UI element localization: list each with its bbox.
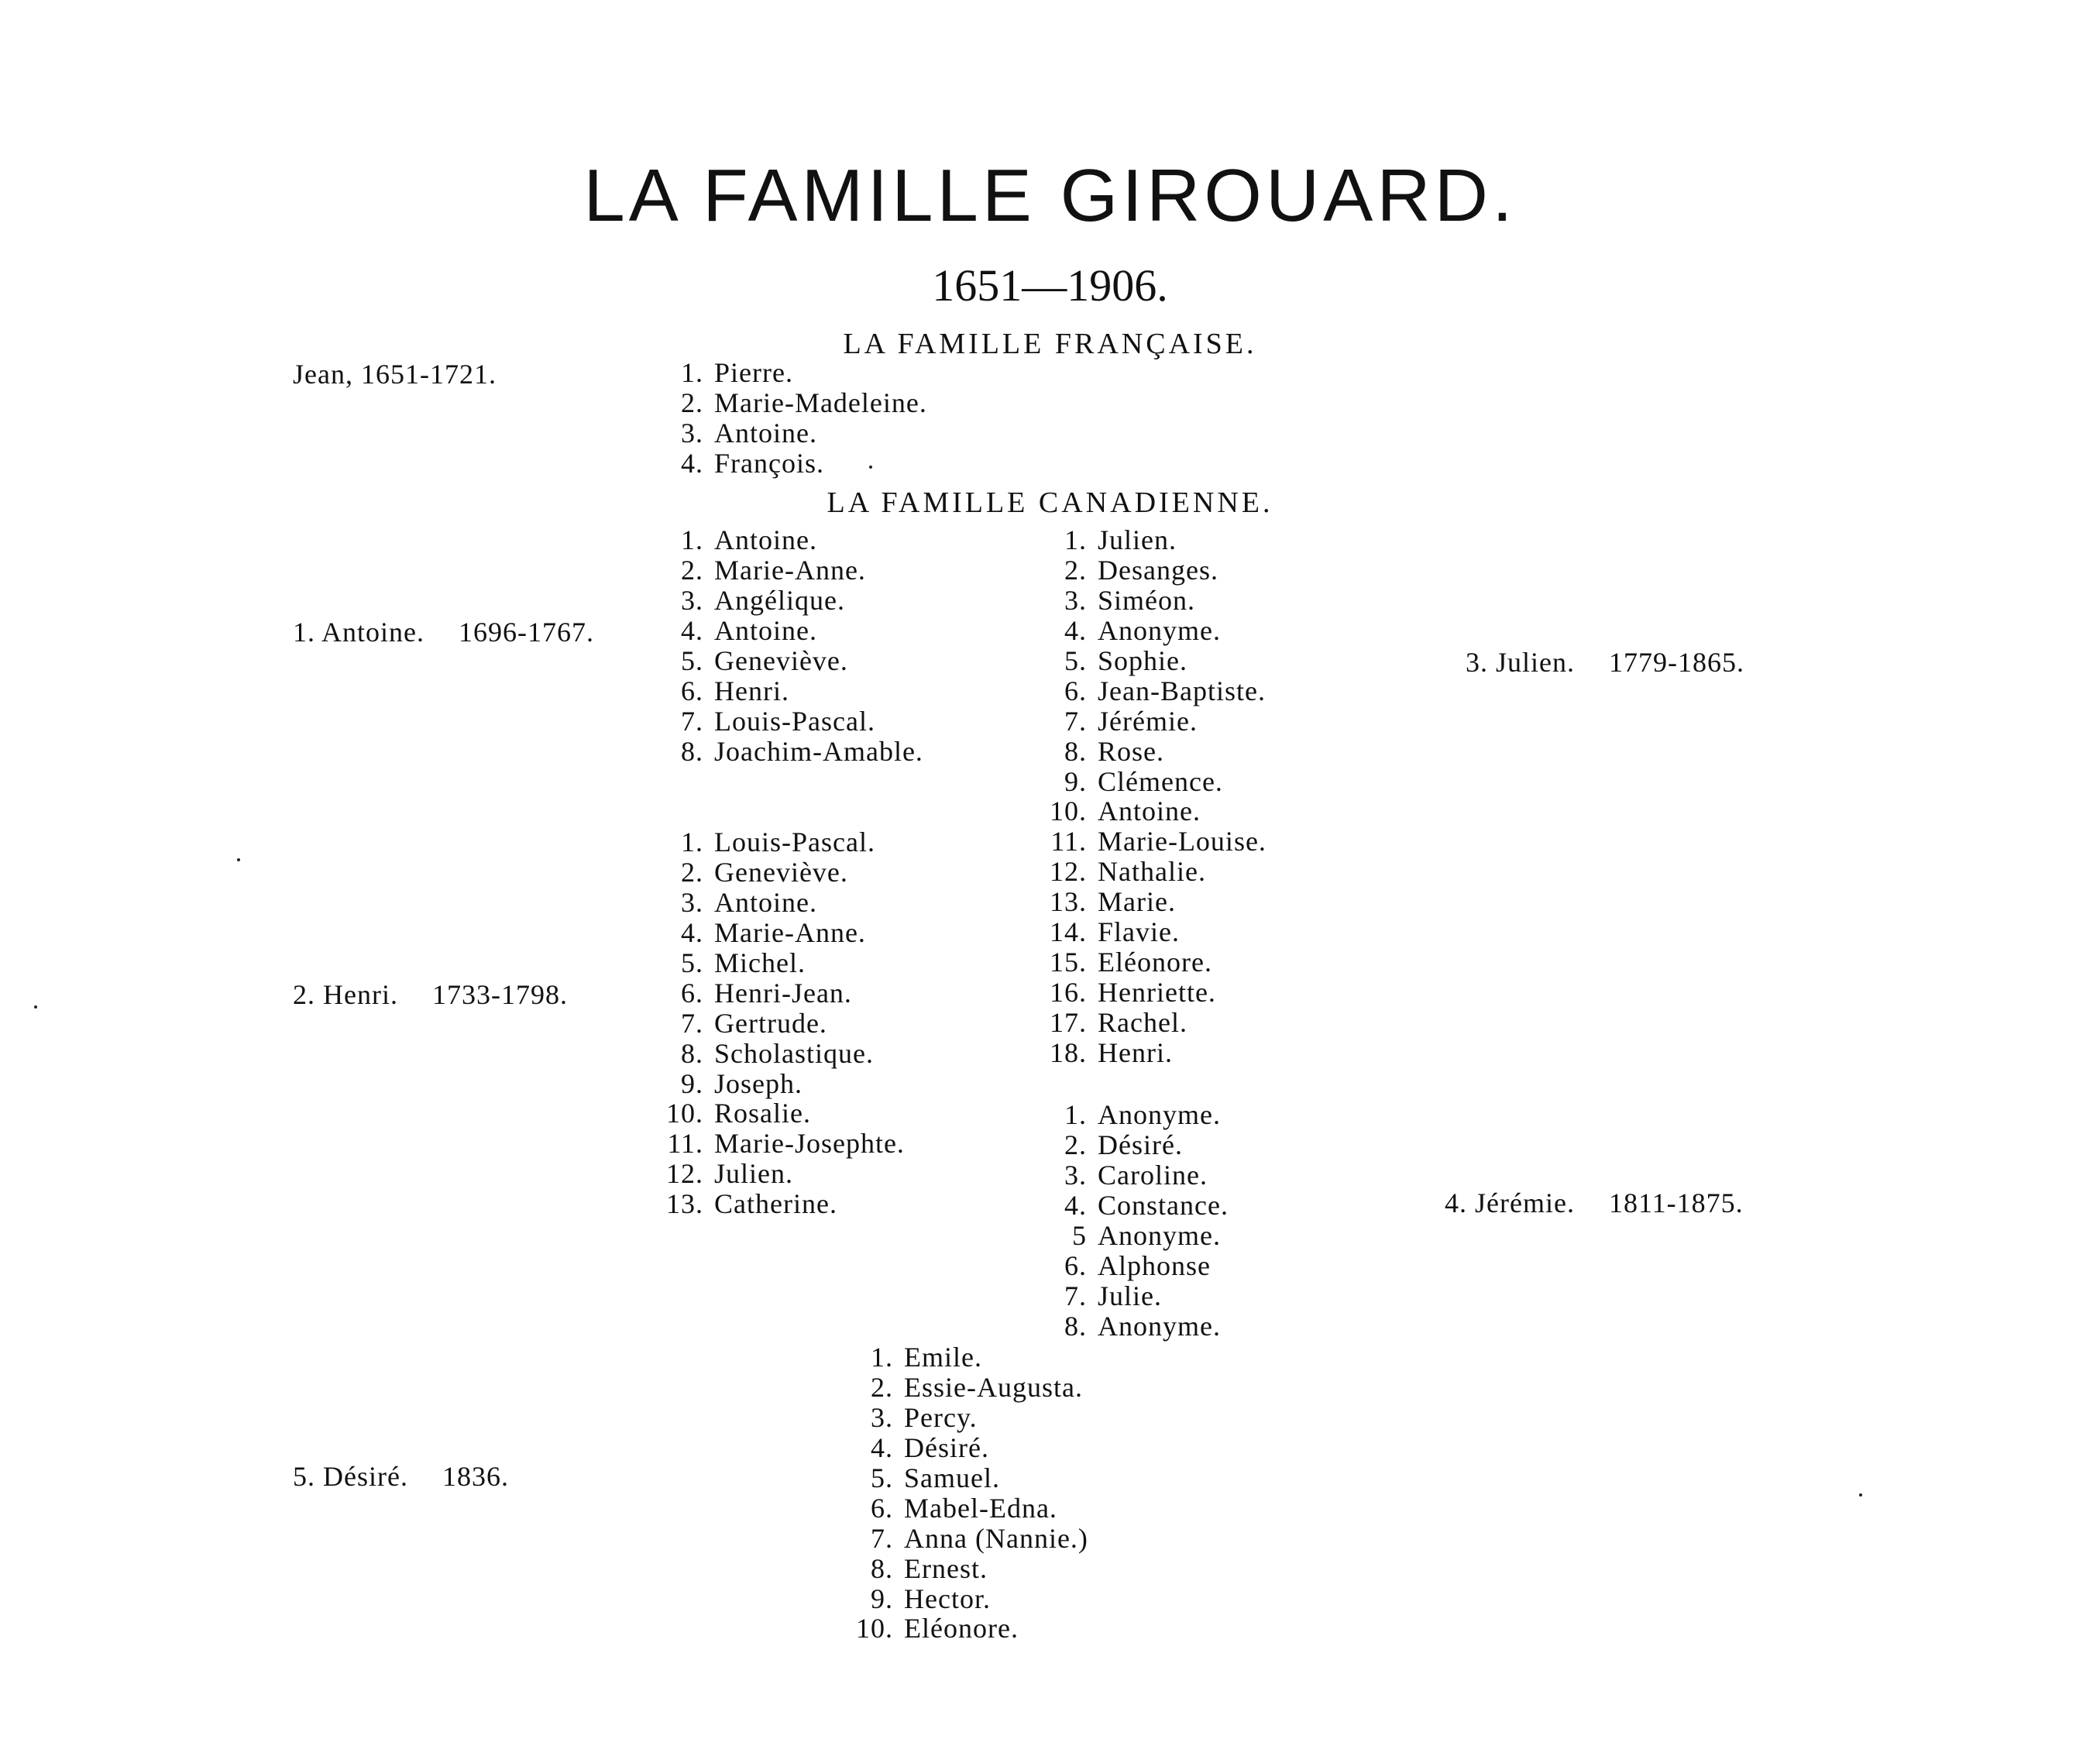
list-item bbox=[848, 1614, 1088, 1644]
list-item bbox=[658, 1129, 905, 1159]
list-item bbox=[1042, 1221, 1229, 1251]
list-item bbox=[1042, 1008, 1267, 1038]
child-name: Marie-Louise. bbox=[1098, 826, 1267, 857]
list-item bbox=[1042, 1160, 1229, 1191]
parent-name: 2. Henri. bbox=[293, 979, 398, 1010]
child-name: Marie. bbox=[1098, 886, 1176, 918]
list-item bbox=[1042, 1251, 1229, 1281]
list-item bbox=[848, 1554, 1088, 1584]
item-number: 5. bbox=[871, 1462, 893, 1493]
speck-mark bbox=[34, 1005, 37, 1009]
parent-jean bbox=[293, 358, 497, 390]
child-name: Marie-Josephte. bbox=[714, 1128, 905, 1160]
child-name: Michel. bbox=[714, 947, 806, 978]
child-name: Constance. bbox=[1098, 1189, 1229, 1221]
list-item bbox=[848, 1342, 1088, 1373]
child-name: Siméon. bbox=[1098, 584, 1196, 616]
item-number: 5. bbox=[681, 947, 703, 978]
child-name: Sophie. bbox=[1098, 644, 1188, 676]
list-item bbox=[1042, 616, 1267, 646]
item-number: 8. bbox=[871, 1552, 893, 1584]
child-name: Eléonore. bbox=[904, 1613, 1019, 1644]
child-name: Antoine. bbox=[714, 524, 817, 555]
child-name: Clémence. bbox=[1098, 765, 1223, 797]
item-number: 4. bbox=[1064, 614, 1087, 646]
child-name: Hector. bbox=[904, 1583, 991, 1614]
parent-julien bbox=[1466, 646, 1744, 679]
child-name: Anna (Nannie.) bbox=[904, 1522, 1088, 1554]
item-number: 12. bbox=[1050, 856, 1087, 888]
child-name: Rachel. bbox=[1098, 1007, 1187, 1038]
list-item bbox=[1042, 737, 1267, 767]
item-number: 3. bbox=[871, 1401, 893, 1433]
list-item bbox=[1042, 917, 1267, 947]
list-item bbox=[658, 1189, 905, 1219]
item-number: 1. bbox=[1064, 1099, 1087, 1130]
item-number: 13. bbox=[666, 1188, 703, 1220]
child-name: Caroline. bbox=[1098, 1159, 1208, 1191]
list-item bbox=[1042, 586, 1267, 616]
child-name: Joseph. bbox=[714, 1067, 803, 1099]
item-number: 7. bbox=[681, 705, 703, 737]
item-number: 4. bbox=[681, 614, 703, 646]
list-item bbox=[658, 918, 905, 948]
item-number: 3. bbox=[681, 886, 703, 918]
child-name: Louis-Pascal. bbox=[714, 827, 875, 857]
child-name: Désiré. bbox=[904, 1431, 989, 1463]
list-item bbox=[1042, 1311, 1229, 1342]
list-item bbox=[1042, 706, 1267, 737]
item-number: 5 bbox=[1072, 1219, 1087, 1251]
item-number: 6. bbox=[681, 675, 703, 706]
item-number: 2. bbox=[871, 1371, 893, 1403]
child-name: Geneviève. bbox=[714, 644, 848, 676]
list-item bbox=[848, 1373, 1088, 1403]
child-name: Geneviève. bbox=[714, 856, 848, 888]
section-heading-canadienne: LA FAMILLE CANADIENNE. bbox=[827, 486, 1273, 519]
item-number: 6. bbox=[1064, 675, 1087, 706]
item-number: 16. bbox=[1050, 977, 1087, 1009]
list-item bbox=[658, 978, 905, 1009]
child-name: Julie. bbox=[1098, 1280, 1162, 1311]
child-name: Joachim-Amable. bbox=[714, 735, 923, 767]
list-item bbox=[1042, 978, 1267, 1008]
children-list-julien bbox=[1042, 525, 1267, 1068]
child-name: Julien. bbox=[714, 1158, 793, 1190]
child-name: Marie-Anne. bbox=[714, 554, 866, 586]
item-number: 1. bbox=[681, 357, 703, 388]
list-item bbox=[658, 857, 905, 888]
item-number: 11. bbox=[1050, 826, 1087, 857]
item-number: 1. bbox=[681, 827, 703, 857]
child-name: Percy. bbox=[904, 1401, 978, 1433]
children-list-desire bbox=[848, 1342, 1088, 1644]
item-number: 6. bbox=[681, 977, 703, 1009]
child-name: Anonyme. bbox=[1098, 1310, 1221, 1342]
parent-dates: 1733-1798. bbox=[431, 979, 568, 1010]
parent-henri bbox=[293, 978, 568, 1011]
list-item bbox=[848, 1403, 1088, 1433]
list-item bbox=[1042, 525, 1267, 555]
item-number: 4. bbox=[681, 447, 703, 479]
list-item bbox=[848, 1463, 1088, 1493]
item-number: 14. bbox=[1050, 916, 1087, 948]
list-item bbox=[658, 948, 905, 978]
item-number: 10. bbox=[1050, 796, 1087, 827]
list-item bbox=[658, 448, 927, 479]
parent-dates: 1836. bbox=[442, 1461, 509, 1492]
item-number: 7. bbox=[1064, 1280, 1087, 1311]
speck-mark bbox=[869, 466, 872, 469]
item-number: 4. bbox=[1064, 1189, 1087, 1221]
list-item bbox=[1042, 947, 1267, 978]
parent-name: 4. Jérémie. bbox=[1445, 1187, 1575, 1218]
list-item bbox=[658, 525, 923, 555]
child-name: Desanges. bbox=[1098, 554, 1218, 586]
child-name: Henri-Jean. bbox=[714, 977, 852, 1009]
item-number: 2. bbox=[681, 554, 703, 586]
item-number: 2. bbox=[681, 856, 703, 888]
list-item bbox=[658, 418, 927, 448]
item-number: 9. bbox=[871, 1583, 893, 1614]
list-item bbox=[658, 555, 923, 586]
parent-name: 5. Désiré. bbox=[293, 1461, 408, 1492]
item-number: 5. bbox=[681, 644, 703, 676]
child-name: Antoine. bbox=[714, 886, 817, 918]
item-number: 8. bbox=[681, 735, 703, 767]
list-item bbox=[658, 1159, 905, 1189]
item-number: 13. bbox=[1050, 886, 1087, 918]
item-number: 7. bbox=[681, 1007, 703, 1039]
list-item bbox=[1042, 767, 1267, 797]
parent-antoine bbox=[293, 616, 594, 648]
list-item bbox=[658, 1069, 905, 1099]
child-name: Rose. bbox=[1098, 735, 1164, 767]
list-item bbox=[1042, 646, 1267, 676]
list-item bbox=[658, 616, 923, 646]
child-name: Anonyme. bbox=[1098, 1099, 1221, 1130]
item-number: 2. bbox=[681, 387, 703, 418]
child-name: Anonyme. bbox=[1098, 614, 1221, 646]
list-item bbox=[1042, 1100, 1229, 1130]
item-number: 5. bbox=[1064, 644, 1087, 676]
child-name: Henri. bbox=[1098, 1036, 1173, 1068]
item-number: 8. bbox=[1064, 735, 1087, 767]
list-item bbox=[658, 358, 927, 388]
child-name: Scholastique. bbox=[714, 1037, 874, 1069]
child-name: Marie-Madeleine. bbox=[714, 387, 927, 418]
child-name: François. bbox=[714, 447, 824, 479]
item-number: 8. bbox=[681, 1037, 703, 1069]
list-item bbox=[848, 1524, 1088, 1554]
child-name: Antoine. bbox=[1098, 796, 1201, 827]
list-item bbox=[658, 646, 923, 676]
child-name: Henri. bbox=[714, 675, 789, 706]
list-item bbox=[1042, 1130, 1229, 1160]
list-item bbox=[658, 586, 923, 616]
child-name: Ernest. bbox=[904, 1552, 988, 1584]
list-item bbox=[658, 1009, 905, 1039]
child-name: Julien. bbox=[1098, 524, 1177, 555]
child-name: Rosalie. bbox=[714, 1098, 811, 1129]
item-number: 17. bbox=[1050, 1007, 1087, 1038]
parent-dates: 1811-1875. bbox=[1608, 1187, 1744, 1218]
item-number: 2. bbox=[1064, 1129, 1087, 1160]
item-number: 10. bbox=[666, 1098, 703, 1129]
item-number: 4. bbox=[871, 1431, 893, 1463]
section-heading-francaise: LA FAMILLE FRANÇAISE. bbox=[843, 328, 1257, 360]
item-number: 15. bbox=[1050, 947, 1087, 978]
list-item bbox=[658, 676, 923, 706]
item-number: 18. bbox=[1050, 1036, 1087, 1068]
list-item bbox=[1042, 555, 1267, 586]
list-item bbox=[1042, 1038, 1267, 1068]
child-name: Pierre. bbox=[714, 357, 793, 388]
parent-desire bbox=[293, 1460, 509, 1493]
item-number: 6. bbox=[871, 1492, 893, 1524]
child-name: Essie-Augusta. bbox=[904, 1371, 1083, 1403]
item-number: 1. bbox=[681, 524, 703, 555]
child-name: Antoine. bbox=[714, 614, 817, 646]
child-name: Jean-Baptiste. bbox=[1098, 675, 1266, 706]
child-name: Mabel-Edna. bbox=[904, 1492, 1057, 1524]
child-name: Flavie. bbox=[1098, 916, 1180, 948]
item-number: 9. bbox=[1064, 765, 1087, 797]
list-item bbox=[848, 1584, 1088, 1614]
child-name: Henriette. bbox=[1098, 977, 1216, 1009]
child-name: Marie-Anne. bbox=[714, 916, 866, 948]
item-number: 1. bbox=[1064, 524, 1087, 555]
parent-name: 1. Antoine. bbox=[293, 617, 424, 648]
speck-mark bbox=[237, 858, 240, 861]
item-number: 1. bbox=[871, 1342, 893, 1373]
item-number: 3. bbox=[681, 584, 703, 616]
item-number: 6. bbox=[1064, 1249, 1087, 1281]
list-item bbox=[1042, 857, 1267, 887]
child-name: Gertrude. bbox=[714, 1007, 827, 1039]
child-name: Antoine. bbox=[714, 417, 817, 448]
list-item bbox=[658, 1098, 905, 1129]
page-title: LA FAMILLE GIROUARD. bbox=[583, 154, 1517, 237]
list-item bbox=[848, 1433, 1088, 1463]
list-item bbox=[1042, 676, 1267, 706]
list-item bbox=[658, 888, 905, 918]
page-dates: 1651—1906. bbox=[932, 260, 1168, 311]
item-number: 4. bbox=[681, 916, 703, 948]
list-item bbox=[1042, 887, 1267, 917]
children-list-jean bbox=[658, 358, 927, 479]
list-item bbox=[658, 1039, 905, 1069]
child-name: Jérémie. bbox=[1098, 705, 1198, 737]
child-name: Emile. bbox=[904, 1342, 982, 1373]
child-name: Angélique. bbox=[714, 584, 845, 616]
item-number: 2. bbox=[1064, 554, 1087, 586]
item-number: 9. bbox=[681, 1067, 703, 1099]
list-item bbox=[658, 388, 927, 418]
list-item bbox=[1042, 1191, 1229, 1221]
list-item bbox=[1042, 796, 1267, 827]
children-list-jeremie bbox=[1042, 1100, 1229, 1342]
child-name: Eléonore. bbox=[1098, 947, 1212, 978]
list-item bbox=[1042, 827, 1267, 857]
item-number: 8. bbox=[1064, 1310, 1087, 1342]
child-name: Anonyme. bbox=[1098, 1219, 1221, 1251]
item-number: 11. bbox=[667, 1128, 703, 1160]
children-list-antoine bbox=[658, 525, 923, 767]
item-number: 10. bbox=[856, 1613, 893, 1644]
parent-dates: 1779-1865. bbox=[1609, 647, 1744, 678]
parent-jeremie bbox=[1445, 1187, 1744, 1219]
item-number: 7. bbox=[1064, 705, 1087, 737]
item-number: 12. bbox=[666, 1158, 703, 1190]
child-name: Louis-Pascal. bbox=[714, 705, 875, 737]
children-list-henri bbox=[658, 827, 905, 1219]
child-name: Alphonse bbox=[1098, 1249, 1211, 1281]
item-number: 3. bbox=[1064, 1159, 1087, 1191]
list-item bbox=[1042, 1281, 1229, 1311]
child-name: Nathalie. bbox=[1098, 856, 1206, 888]
list-item bbox=[658, 827, 905, 857]
child-name: Désiré. bbox=[1098, 1129, 1183, 1160]
parent-dates: 1696-1767. bbox=[459, 617, 594, 648]
parent-name: 3. Julien. bbox=[1466, 647, 1575, 678]
item-number: 3. bbox=[681, 417, 703, 448]
speck-mark bbox=[1859, 1493, 1862, 1497]
list-item bbox=[848, 1493, 1088, 1524]
item-number: 7. bbox=[871, 1522, 893, 1554]
child-name: Samuel. bbox=[904, 1462, 1000, 1493]
child-name: Catherine. bbox=[714, 1188, 837, 1220]
list-item bbox=[658, 706, 923, 737]
list-item bbox=[658, 737, 923, 767]
parent-name: Jean, 1651-1721. bbox=[293, 359, 497, 390]
item-number: 3. bbox=[1064, 584, 1087, 616]
